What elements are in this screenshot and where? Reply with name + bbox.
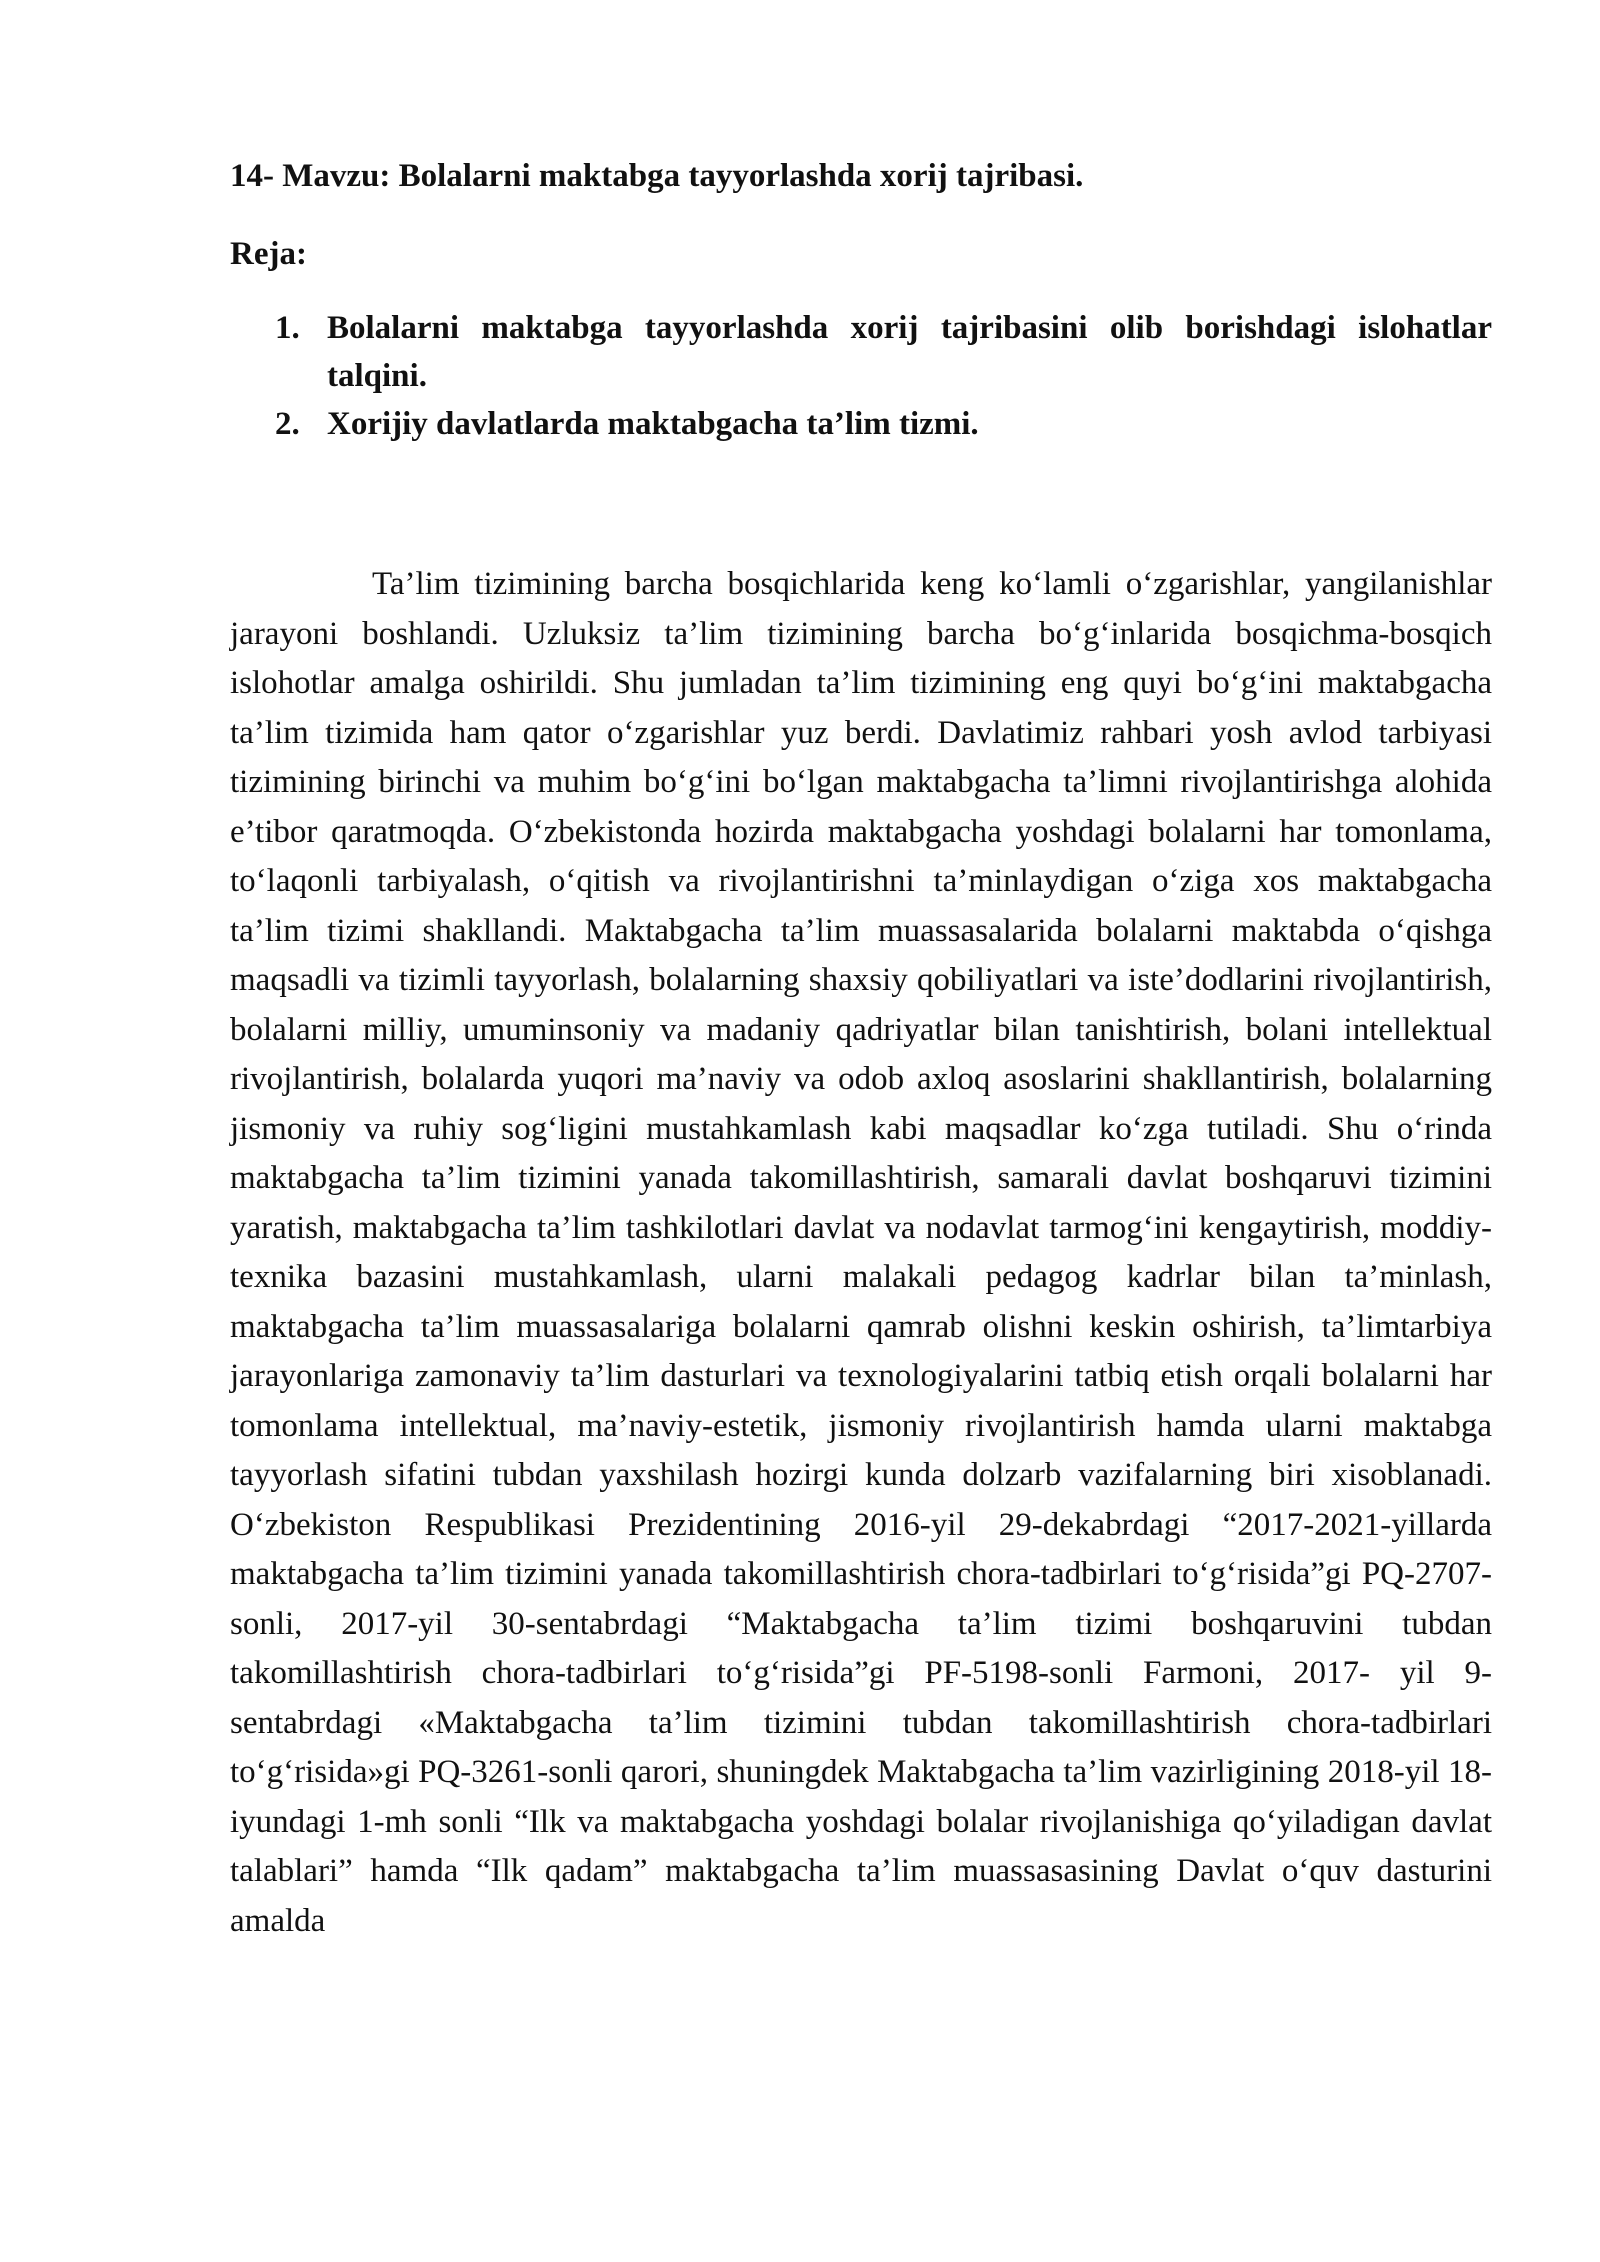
plan-item-number: 1. [275,310,300,346]
plan-item [230,400,1492,448]
plan-item-number: 2. [275,406,300,442]
plan-item [230,304,1492,400]
plan-list [230,304,1492,448]
plan-item-text: Bolalarni maktabga tayyorlashda xorij tajribasini olib borishdagi islohatlar talqini. [327,310,1492,394]
topic-heading: 14- Mavzu: Bolalarni maktabga tayyorlashda xorij tajribasi. [230,158,1084,194]
plan-item-text: Xorijiy davlatlarda maktabgacha ta’lim tizmi. [327,406,979,442]
plan-label: Reja: [230,236,307,272]
body-paragraph: Ta’lim tizimining barcha bosqichlarida keng ko‘lamli o‘zgarishlar, yangilanishlar jarayoni boshlandi. Uzluksiz ta’lim tizimining barcha bo‘g‘inlarida bosqichma-bosqich islohotlar amalga oshirildi. Shu jumladan ta’lim tizimining eng quyi bo‘g‘ini maktabgacha ta’lim tizimida ham qator o‘zgarishlar yuz berdi. Davlatimiz rahbari yosh avlod tarbiyasi tizimining birinchi va muhim bo‘g‘ini bo‘lgan maktabgacha ta’limni rivojlantirishga alohida e’tibor qaratmoqda. O‘zbekistonda hozirda maktabgacha yoshdagi bolalarni har tomonlama, to‘laqonli tarbiyalash, o‘qitish va rivojlantirishni ta’minlaydigan o‘ziga xos maktabgacha ta’lim tizimi shakllandi. Maktabgacha ta’lim muassasalarida bolalarni maktabda o‘qishga maqsadli va tizimli tayyorlash, bolalarning shaxsiy qobiliyatlari va iste’dodlarini rivojlantirish, bolalarni milliy, umuminsoniy va madaniy qadriyatlar bilan tanishtirish, bolani intellektual rivojlantirish, bolalarda yuqori ma’naviy va odob axloq asoslarini shakllantirish, bolalarning jismoniy va ruhiy sog‘ligini mustahkamlash kabi maqsadlar ko‘zga tutiladi. Shu o‘rinda maktabgacha ta’lim tizimini yanada takomillashtirish, samarali davlat boshqaruvi tizimini yaratish, maktabgacha ta’lim tashkilotlari davlat va nodavlat tarmog‘ini kengaytirish, moddiy-texnika bazasini mustahkamlash, ularni malakali pedagog kadrlar bilan ta’minlash, maktabgacha ta’lim muassasalariga bolalarni qamrab olishni keskin oshirish, ta’limtarbiya jarayonlariga zamonaviy ta’lim dasturlari va texnologiyalarini tatbiq etish orqali bolalarni har tomonlama intellektual, ma’naviy-estetik, jismoniy rivojlantirish hamda ularni maktabga tayyorlash sifatini tubdan yaxshilash hozirgi kunda dolzarb vazifalarning biri xisoblanadi. O‘zbekiston Respublikasi Prezidentining 2016-yil 29-dekabrdagi “2017-2021-yillarda maktabgacha ta’lim tizimini yanada takomillashtirish chora-tadbirlari to‘g‘risida”gi PQ-2707- sonli, 2017-yil 30-sentabrdagi “Maktabgacha ta’lim tizimi boshqaruvini tubdan takomillashtirish chora-tadbirlari to‘g‘risida”gi PF-5198-sonli Farmoni, 2017- yil 9-sentabrdagi «Maktabgacha ta’lim tizimini tubdan takomillashtirish chora-tadbirlari to‘g‘risida»gi PQ-3261-sonli qarori, shuningdek Maktabgacha ta’lim vazirligining 2018-yil 18-iyundagi 1-mh sonli “Ilk va maktabgacha yoshdagi bolalar rivojlanishiga qo‘yiladigan davlat talablari” hamda “Ilk qadam” maktabgacha ta’lim muassasasining Davlat o‘quv dasturini amalda [230,566,1492,1939]
